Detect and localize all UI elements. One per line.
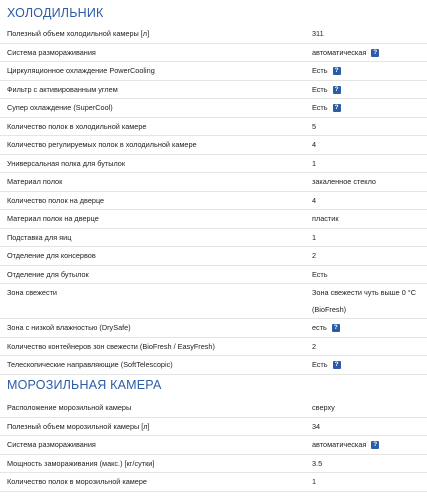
spec-value: [312, 422, 320, 432]
spec-row: [0, 173, 427, 192]
spec-row: [0, 356, 427, 375]
spec-value-text: 4: [312, 140, 317, 149]
spec-row: [0, 229, 427, 248]
spec-value: [312, 360, 341, 370]
help-question-icon[interactable]: ?: [333, 361, 341, 369]
spec-label: Супер охлаждение (SuperCool): [7, 103, 113, 112]
spec-value-text: пластик: [312, 214, 339, 223]
spec-value: [312, 159, 316, 169]
spec-label: Отделение для консервов: [7, 251, 96, 260]
spec-value: [312, 459, 322, 469]
spec-row: [0, 266, 427, 285]
spec-value: [312, 477, 316, 487]
spec-row: [0, 399, 427, 418]
spec-label: Циркуляционное охлаждение PowerCooling: [7, 66, 155, 75]
freezer-spec-table: [0, 399, 427, 492]
spec-label: Полезный объем морозильной камеры [л]: [7, 421, 150, 431]
help-question-icon[interactable]: ?: [333, 104, 341, 112]
spec-value: [312, 196, 316, 206]
spec-value-text: 3.5: [312, 458, 323, 468]
spec-value: [312, 251, 316, 261]
spec-value-text: сверху: [312, 403, 335, 412]
spec-value: [312, 122, 316, 132]
spec-label: Материал полок: [7, 177, 63, 186]
spec-label: Отделение для бутылок: [7, 269, 89, 279]
spec-value: [312, 270, 328, 280]
spec-value: [312, 233, 316, 243]
spec-label: Подставка для яиц: [7, 232, 72, 242]
spec-row: [0, 284, 427, 319]
spec-value: [312, 29, 324, 39]
spec-row: [0, 25, 427, 44]
spec-value: [312, 288, 416, 315]
spec-value-text: автоматическая: [312, 47, 367, 57]
spec-label: Полезный объем холодильной камеры [л]: [7, 29, 150, 38]
spec-row: [0, 338, 427, 357]
spec-label: Количество регулируемых полок в холодильной камере: [7, 140, 197, 149]
spec-row: [0, 455, 427, 474]
spec-row: [0, 81, 427, 100]
spec-value-text: 5: [312, 121, 317, 131]
fridge-spec-table: [0, 25, 427, 375]
spec-value-line: Зона свежести чуть выше 0 °C: [312, 288, 416, 297]
spec-row: [0, 210, 427, 229]
spec-label: Телескопические направляющие (SoftTelescopic): [7, 360, 173, 369]
spec-value-text: Есть: [312, 84, 328, 94]
help-question-icon[interactable]: ?: [333, 86, 341, 94]
spec-row: [0, 192, 427, 211]
spec-value: [312, 103, 341, 113]
spec-value-text: 311: [312, 29, 324, 38]
spec-row: [0, 418, 427, 437]
spec-value-text: Есть: [312, 103, 328, 112]
spec-value-text: закаленное стекло: [312, 177, 376, 186]
spec-row: [0, 136, 427, 155]
spec-value: [312, 403, 335, 413]
spec-value-text: 2: [312, 251, 317, 260]
spec-row: [0, 247, 427, 266]
spec-label: Зона свежести: [7, 288, 58, 297]
spec-label: Расположение морозильной камеры: [7, 403, 132, 412]
spec-label: Мощность замораживания (макс.) [кг/сутки]: [7, 458, 155, 468]
spec-row: [0, 473, 427, 492]
spec-value: [312, 177, 376, 187]
spec-value: [312, 440, 379, 450]
spec-row: [0, 319, 427, 338]
spec-row: [0, 118, 427, 137]
spec-value-text: автоматическая: [312, 440, 367, 449]
spec-label: Количество полок в морозильной камере: [7, 477, 147, 486]
spec-value: [312, 214, 339, 224]
spec-value: [312, 66, 341, 76]
spec-value: [312, 48, 379, 58]
spec-label: Система размораживания: [7, 47, 96, 57]
spec-value: [312, 323, 340, 333]
spec-value-text: 34: [312, 421, 321, 431]
spec-value-text: Есть: [312, 360, 328, 369]
spec-value-text: 2: [312, 341, 317, 351]
spec-value-text: 1: [312, 158, 317, 168]
spec-value: [312, 85, 341, 95]
spec-value-text: Есть: [312, 66, 328, 75]
help-question-icon[interactable]: ?: [371, 441, 379, 449]
spec-label: Фильтр с активированным углем: [7, 84, 118, 94]
fridge-section-title: ХОЛОДИЛЬНИК: [7, 6, 104, 20]
spec-label: Количество полок на дверце: [7, 195, 105, 205]
spec-value-text: 4: [312, 195, 317, 205]
freezer-section-title: МОРОЗИЛЬНАЯ КАМЕРА: [7, 378, 162, 392]
help-question-icon[interactable]: ?: [332, 324, 340, 332]
spec-label: Материал полок на дверце: [7, 214, 99, 223]
spec-label: Количество полок в холодильной камере: [7, 121, 147, 131]
spec-label: Зона с низкой влажностью (DrySafe): [7, 323, 131, 332]
spec-label: Система размораживания: [7, 440, 96, 449]
spec-value-text: Есть: [312, 269, 328, 279]
spec-row: [0, 155, 427, 174]
help-question-icon[interactable]: ?: [371, 49, 379, 57]
spec-row: [0, 62, 427, 81]
spec-row: [0, 44, 427, 63]
spec-value-text: есть: [312, 323, 327, 332]
spec-value-line: (BioFresh): [312, 305, 347, 314]
spec-label: Количество контейнеров зон свежести (BioFresh / EasyFresh): [7, 341, 215, 351]
spec-row: [0, 99, 427, 118]
spec-label: Универсальная полка для бутылок: [7, 158, 126, 168]
spec-value: [312, 140, 316, 150]
help-question-icon[interactable]: ?: [333, 67, 341, 75]
spec-value-text: 1: [312, 477, 317, 486]
spec-value: [312, 342, 316, 352]
spec-value-text: 1: [312, 232, 317, 242]
spec-row: [0, 436, 427, 455]
